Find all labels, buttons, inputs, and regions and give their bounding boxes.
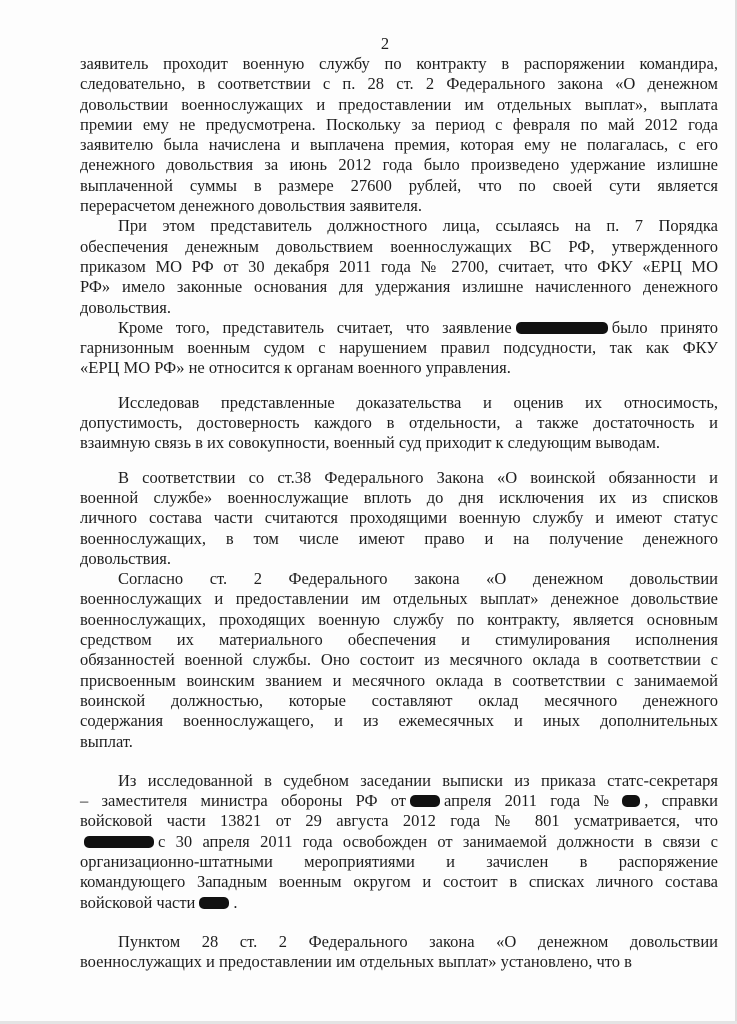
redaction-mark (84, 836, 154, 848)
paragraph (80, 393, 718, 454)
line-text: присвоенным воинским званием и месячного оклада в соответствии с занимаемой (80, 670, 718, 690)
text-line (80, 413, 718, 433)
text-line (80, 610, 718, 630)
line-text: довольствии военнослужащих и предоставлении им отдельных выплат», выплата (80, 94, 718, 114)
line-text: Кроме того, представитель считает, что заявление (118, 317, 512, 337)
line-text: командующего Западным военным округом и состоит в списках личного состава (80, 872, 718, 892)
paragraph (80, 216, 718, 317)
line-text: Исследовав представленные доказательства и оценив их относимость, (118, 392, 718, 412)
line-text: с 30 апреля 2011 года освобожден от занимаемой должности в связи с (158, 831, 718, 851)
line-text: было принято (611, 317, 718, 337)
text-line (80, 771, 718, 791)
line-text: взаимную связь в их совокупности, военный суд приходит к следующим выводам. (80, 433, 661, 453)
text-line (80, 115, 718, 135)
line-text: Пунктом 28 ст. 2 Федерального закона «О денежном довольствии (118, 931, 718, 951)
redaction-mark (410, 795, 440, 807)
text-line (80, 338, 718, 358)
line-text: . (233, 892, 238, 912)
line-text: приказом МО РФ от 30 декабря 2011 года № 2700, считает, что ФКУ «ЕРЦ МО (80, 256, 718, 276)
page-number: 2 (380, 34, 390, 53)
line-text: войсковой части (80, 892, 196, 912)
line-text: довольствия. (80, 297, 171, 317)
redaction-mark (199, 897, 229, 909)
text-line (80, 811, 718, 831)
paragraph (80, 569, 718, 752)
line-text: военнослужащих и предоставлении им отдельных выплат» денежное довольствие (80, 589, 718, 609)
line-text: РФ» имело законные основания для удержания излишне начисленного денежного (80, 277, 718, 297)
text-line (80, 176, 718, 196)
text-line (80, 277, 718, 297)
text-line (80, 569, 718, 589)
line-text: довольствия. (80, 548, 171, 568)
line-text: заявитель проходит военную службу по контракту в распоряжении командира, (80, 54, 718, 73)
text-line (80, 54, 718, 74)
text-line (80, 932, 718, 952)
text-line (80, 791, 718, 811)
paragraph (80, 468, 718, 569)
line-text: выплат. (80, 731, 133, 751)
line-text: содержания военнослужащего, и из ежемесячных и иных дополнительных (80, 711, 718, 731)
text-line (80, 468, 718, 488)
line-text: гарнизонным военным судом с нарушением правил подсудности, так как ФКУ (80, 338, 718, 358)
line-text: военнослужащих, в том числе имеют право и на получение денежного (80, 528, 718, 548)
text-line (80, 298, 718, 318)
line-text: В соответствии со ст.38 Федерального Закона «О воинской обязанности и (118, 467, 718, 487)
line-text: обязанностей военной службы. Оно состоит из месячного оклада в соответствии с (80, 650, 718, 670)
text-line (80, 257, 718, 277)
text-line (80, 318, 718, 338)
line-text: При этом представитель должностного лица, ссылаясь на п. 7 Порядка (118, 216, 718, 236)
line-text: военнослужащих, проходящих военную службу по контракту, является основным (80, 609, 718, 629)
text-line (80, 630, 718, 650)
paragraph (80, 318, 718, 379)
line-text: Согласно ст. 2 Федерального закона «О денежном довольствии (118, 569, 718, 589)
line-text: военнослужащих и предоставлении им отдельных выплат» установлено, что в (80, 952, 632, 972)
text-line (80, 691, 718, 711)
text-line (80, 671, 718, 691)
line-text: Из исследованной в судебном заседании выписки из приказа статс-секретаря (118, 770, 718, 790)
line-text: организационно-штатными мероприятиями и зачислен в распоряжение (80, 851, 718, 871)
line-text: военной службе» военнослужащие вплоть до дня исключения их из списков (80, 487, 718, 507)
document-body (80, 54, 718, 972)
text-line (80, 135, 718, 155)
line-text: денежного довольствия за июнь 2012 года было произведено удержание излишне (80, 155, 718, 175)
text-line (80, 393, 718, 413)
line-text: обеспечения денежным довольствием военнослужащих ВС РФ, утвержденного (80, 236, 718, 256)
text-line (80, 893, 718, 913)
text-line (80, 155, 718, 175)
text-line (80, 549, 718, 569)
paragraph (80, 771, 718, 913)
line-text: «ЕРЦ МО РФ» не относится к органам военного управления. (80, 358, 511, 378)
line-text: допустимость, достоверность каждого в отдельности, а также достаточность и (80, 413, 718, 433)
text-line (80, 196, 718, 216)
paragraph (80, 54, 718, 216)
line-text: средством их материального обеспечения и стимулирования исполнения (80, 630, 718, 650)
line-text: – заместителя министра обороны РФ от (80, 791, 407, 811)
text-line (80, 732, 718, 752)
text-line (80, 852, 718, 872)
text-line (80, 74, 718, 94)
text-line (80, 872, 718, 892)
text-line (80, 488, 718, 508)
line-text: следовательно, в соответствии с п. 28 ст. 2 Федерального закона «О денежном (80, 74, 718, 94)
line-text: перерасчетом денежного довольствия заявителя. (80, 196, 423, 216)
text-line (80, 650, 718, 670)
text-line (80, 237, 718, 257)
redaction-mark (516, 322, 608, 334)
paragraph (80, 932, 718, 973)
redaction-mark (622, 795, 640, 807)
text-line (80, 95, 718, 115)
text-line (80, 433, 718, 453)
text-line (80, 952, 718, 972)
line-text: апреля 2011 года № (444, 791, 619, 811)
text-line (80, 529, 718, 549)
line-text: личного состава части считаются проходящими военную службу и имеют статус (80, 508, 718, 528)
line-text: заявителю была начислена и выплачена премия, которая ему не полагалась, с его (80, 135, 718, 155)
line-text: воинской должностью, которые составляют оклад месячного денежного (80, 690, 718, 710)
line-text: премии ему не предусмотрена. Поскольку за период с февраля по май 2012 года (80, 114, 718, 134)
text-line (80, 832, 718, 852)
line-text: войсковой части 13821 от 29 августа 2012 года № 801 усматривается, что (80, 811, 718, 831)
text-line (80, 589, 718, 609)
line-text: выплаченной суммы в размере 27600 рублей, что по своей сути является (80, 175, 718, 195)
text-line (80, 711, 718, 731)
text-line (80, 358, 718, 378)
line-text: , справки (644, 791, 718, 811)
text-line (80, 216, 718, 236)
text-line (80, 508, 718, 528)
